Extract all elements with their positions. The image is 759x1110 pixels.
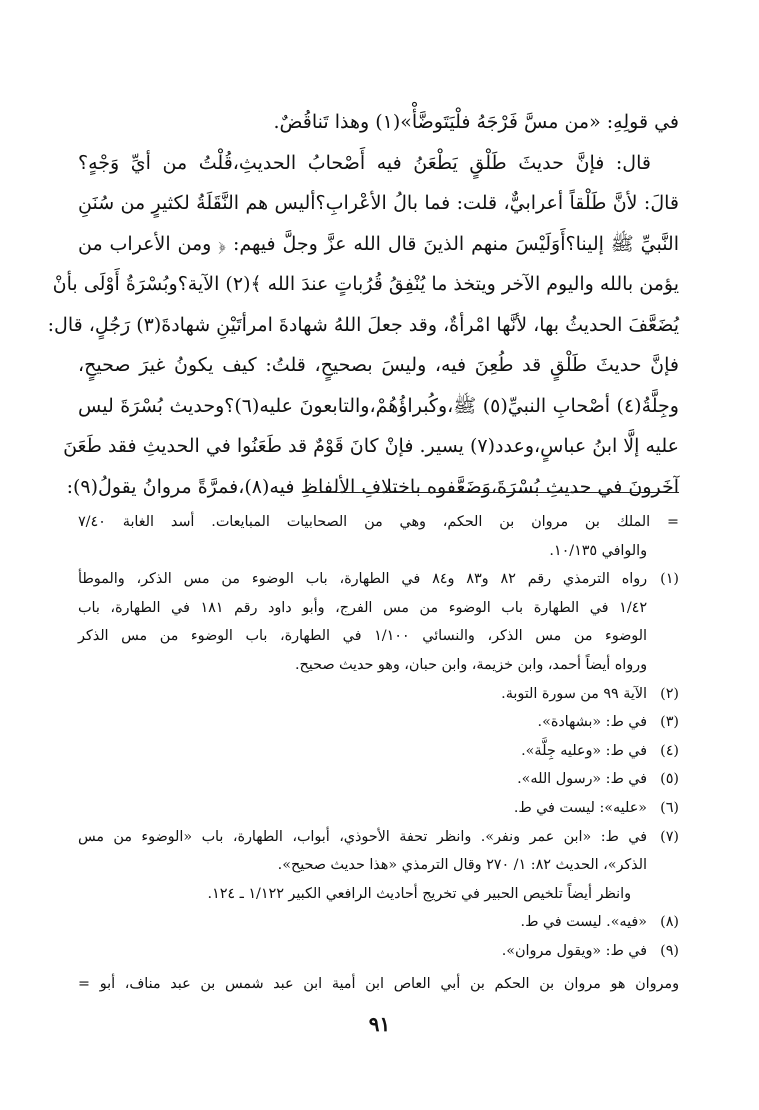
footnote-4 — [78, 737, 679, 766]
footnote-9 — [78, 937, 679, 966]
main-text-line: النَّبيِّ ﷺ إلينا؟أَوَلَيْسَ منهم الذينَ قال الله عزَّ وجلَّ فيهم: ﴿ ومن الأعراب من — [78, 232, 679, 255]
main-text-line: يؤمن بالله واليوم الآخر ويتخذ ما يُنْفِقُ قُرُباتٍ عندَ الله ﴾(٢) الآية؟وبُسْرَةُ أَوْلَى بأنْ — [52, 273, 679, 295]
footnote-3 — [78, 708, 679, 737]
footnotes — [78, 508, 679, 998]
main-text-line: وجِلَّةُ(٤) أصْحابِ النبيِّ(٥) ﷺ،وكُبراؤُهُمْ،والتابعونَ عليه(٦)؟وحديث بُسْرَةَ ليس — [78, 394, 679, 417]
footnote-1 — [78, 565, 679, 679]
footnote-line: في ط: «بشهادة». — [537, 714, 647, 731]
footnote-line: «فيه». ليست في ط. — [520, 914, 647, 931]
footnote-line: في ط: «وعليه جِلَّة». — [521, 742, 647, 759]
footnote-8 — [78, 908, 679, 937]
footnote-line: وانظر أيضاً تلخيص الحبير في تخريج أحاديث الرافعي الكبير ١/١٢٢ ـ ١٢٤. — [207, 885, 631, 902]
footnote-line: في ط: «ويقول مروان». — [501, 942, 647, 959]
main-text-line: في قولِهِ: «من مسَّ فَرْجَهُ فلْيَتَوضَّأْ»(١) وهذا تَناقُضٌ. — [273, 111, 679, 133]
footnote-number: (٦) — [660, 799, 679, 816]
footnote-7 — [78, 823, 679, 909]
footnote-number: (٤) — [660, 742, 679, 759]
footnote-number: (٧) — [660, 828, 679, 845]
trailing-note-line: ومروان هو مروان بن الحكم بن أبي العاص ابن أمية ابن عبد شمس بن عبد مناف، أبو = — [78, 975, 679, 992]
main-text-line: قالَ: لأنَّ طَلْقاً أعرابيٌّ، قلت: فما بالُ الأعْرابِ؟أليس هم النَّقَلَةُ لكثيرٍ من سُنَنِ — [78, 192, 679, 214]
main-text-line: آخَرونَ في حديثِ بُسْرَةَ،وَضَعَّفوه باختلافِ الألفاظِ فيه(٨)،فمرَّةً مروانُ يقولُ(٩): — [66, 475, 679, 498]
footnote-line: ١/٤٢ في الطهارة باب الوضوء من مس الفرج، وأبو داود رقم ١٨١ في الطهارة، باب — [78, 599, 647, 616]
footnote-number: (٩) — [660, 942, 679, 959]
footnote-line: الآية ٩٩ من سورة التوبة. — [501, 685, 647, 702]
footnote-6 — [78, 794, 679, 823]
footnote-5 — [78, 765, 679, 794]
footnote-line: ورواه أيضاً أحمد، وابن خزيمة، وابن حبان، وهو حديث صحيح. — [295, 656, 647, 673]
main-text-block — [47, 102, 679, 507]
footnote-separator — [305, 492, 679, 493]
footnote-2 — [78, 680, 679, 709]
footnote-line: رواه الترمذي رقم ٨٢ و٨٣ و٨٤ في الطهارة، باب الوضوء من مس الذكر، والموطأ — [78, 571, 648, 588]
footnote-number: (٨) — [660, 914, 679, 931]
footnote-line: الذكر»، الحديث ٨٢: ١/ ٢٧٠ وقال الترمذي «هذا حديث صحيح». — [277, 857, 647, 874]
footnote-line: الوضوء من مس الذكر، والنسائي ١/١٠٠ في الطهارة، باب الوضوء من مس الذكر — [78, 628, 647, 645]
footnote-number: (٢) — [660, 685, 679, 702]
main-text-line: فإنَّ حديثَ طَلْقٍ قد طُعِنَ فيه، وليسَ بصحيحٍ، قلتُ: كيف يكونُ غيرَ صحيحٍ، — [78, 354, 679, 376]
main-text-line: عليه إلَّا ابنُ عباسٍ،وعدد(٧) يسير. فإنْ كانَ قَوْمٌ قد طَعَنُوا في الحديثِ فقد طَعَنَ — [63, 435, 679, 457]
continued-footnote-line: = الملك بن مروان بن الحكم، وهي من الصحابيات المبايعات. أسد الغابة ٧/٤٠ — [78, 514, 679, 530]
continued-footnote-line: والوافي ١٠/١٣٥. — [549, 542, 647, 559]
footnote-number: (٣) — [660, 714, 679, 731]
main-text-line: يُضَعَّفَ الحديثُ بها، لأنَّها امْرأةٌ، وقد جعلَ اللهُ شهادةَ امرأتَيْنِ شهادةَ(٣) رَجُلٍ، قال: — [47, 313, 679, 336]
main-text-line: قال: فإنَّ حديثَ طَلْقٍ يَطْعَنُ فيه أَصْحابُ الحديثِ،قُلْتُ من أيِّ وَجْهٍ؟ — [78, 151, 651, 174]
footnote-line: في ط: «ابن عمر ونفر». وانظر تحفة الأحوذي، أبواب، الطهارة، باب «الوضوء من مس — [78, 828, 647, 845]
footnote-number: (٥) — [660, 771, 679, 788]
footnote-number: (١) — [660, 571, 679, 588]
footnote-line: في ط: «رسول الله». — [517, 771, 647, 788]
page-number: ٩١ — [368, 1012, 391, 1036]
footnote-line: «عليه»: ليست في ط. — [513, 799, 647, 816]
